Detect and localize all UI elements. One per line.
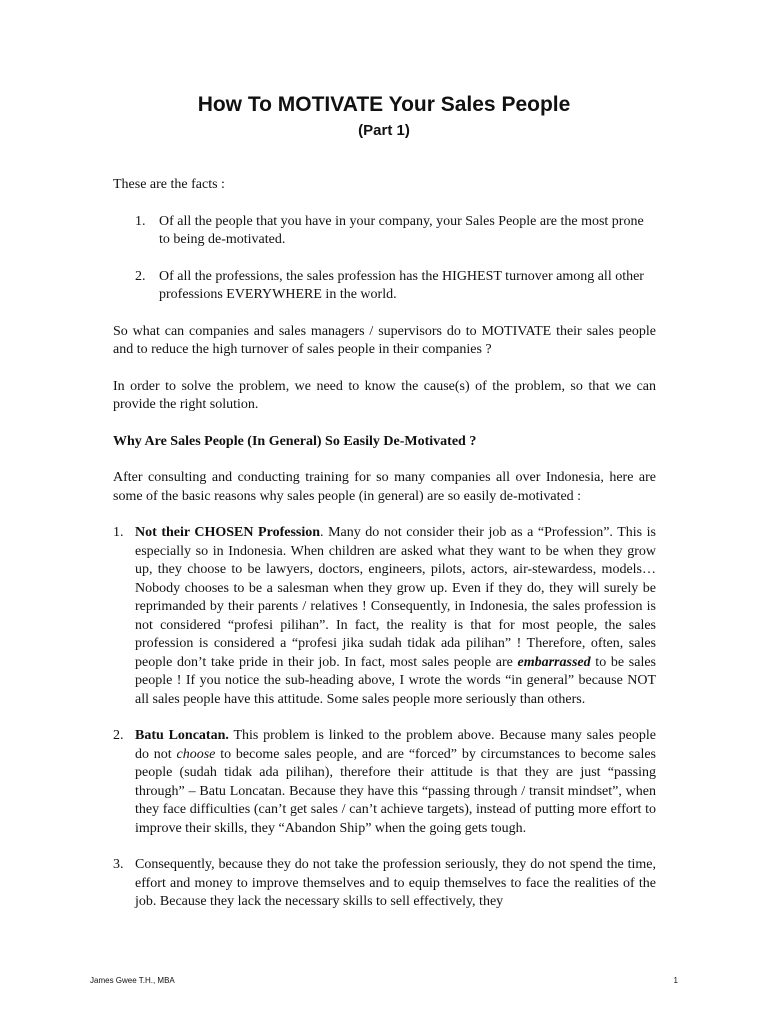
document-body [113, 176, 656, 930]
reason-text: to be sales people ! If you notice the sub-heading above, I wrote the words “in general” because NOT all sales people have this attitude. Some sales people more seriously than others. [135, 654, 656, 707]
list-item-text [135, 525, 656, 707]
document-title: How To MOTIVATE Your Sales People [197, 93, 571, 116]
list-item-number: 2. [135, 268, 146, 284]
intro-paragraph: These are the facts : [113, 177, 225, 192]
list-item-text: Of all the people that you have in your company, your Sales People are the most prone to being de-motivated. [159, 213, 644, 247]
list-item-number: 1. [113, 525, 124, 540]
document-subtitle: (Part 1) [358, 122, 410, 139]
list-item [113, 524, 656, 709]
reason-title: Not their CHOSEN Profession [135, 525, 321, 540]
emphasis-text: choose [176, 746, 216, 762]
reason-title: Batu Loncatan. [135, 728, 229, 743]
list-item-text: Of all the professions, the sales profession has the HIGHEST turnover among all other professions EVERYWHERE in the world. [159, 268, 644, 302]
list-item [113, 213, 656, 250]
list-item-number: 3. [113, 857, 124, 872]
reason-text: to become sales people, and are “forced” by circumstances to become sales people (sudah tidak ada pilihan), therefore their attitude is that they are just “passing through” – Batu Loncatan. Because they have this “passing through / transit mindset”, when they face difficulties (can’t get sales / can’t achieve targets), instead of putting more effort to improve their skills, they “Abandon Ship” when the going gets tough. [135, 746, 656, 836]
solution-paragraph: In order to solve the problem, we need to know the cause(s) of the problem, so that we can provide the right solution. [113, 378, 656, 412]
list-item-number: 1. [135, 213, 146, 229]
list-item [113, 268, 656, 305]
list-item-text [135, 728, 656, 836]
list-item-number: 2. [113, 728, 124, 743]
list-item [113, 727, 656, 838]
page-number: 1 [673, 976, 678, 985]
emphasis-text: embarrassed [517, 654, 591, 670]
section-heading: Why Are Sales People (In General) So Easily De-Motivated ? [113, 433, 477, 449]
reason-text: This problem is linked to the problem above. Because many sales people do not [135, 728, 657, 762]
reason-text: . Many do not consider their job as a “Profession”. This is especially so in Indonesia. When children are asked what they want to be when they grow up, they choose to be lawyers, doctors, engineers, pilots, actors, air-stewardess, models… Nobody chooses to be a salesman when they grow up. Even if they do, they will surely be reprimanded by their parents / relatives ! Consequently, in Indonesia, the sales profession is not considered “profesi pilihan”. In fact, the reality is that for most people, the sales profession is considered a “profesi jika sudah tidak ada pilihan” ! Therefore, often, sales people don’t take pride in their job. In fact, most sales people are [135, 525, 656, 670]
question-paragraph: So what can companies and sales managers / supervisors do to MOTIVATE their sales people and to reduce the high turnover of sales people in their companies ? [113, 323, 656, 357]
footer-author: James Gwee T.H., MBA [90, 976, 175, 985]
reasons-intro-paragraph: After consulting and conducting training for so many companies all over Indonesia, here are some of the basic reasons why sales people (in general) are so easily de-motivated : [113, 470, 656, 504]
list-item-text: Consequently, because they do not take the profession seriously, they do not spend the time, effort and money to improve themselves and to equip themselves to face the realities of the job. Because they lack the necessary skills to sell effectively, they [135, 857, 656, 909]
facts-list [113, 213, 656, 305]
reasons-list [113, 524, 656, 912]
list-item [113, 856, 656, 912]
